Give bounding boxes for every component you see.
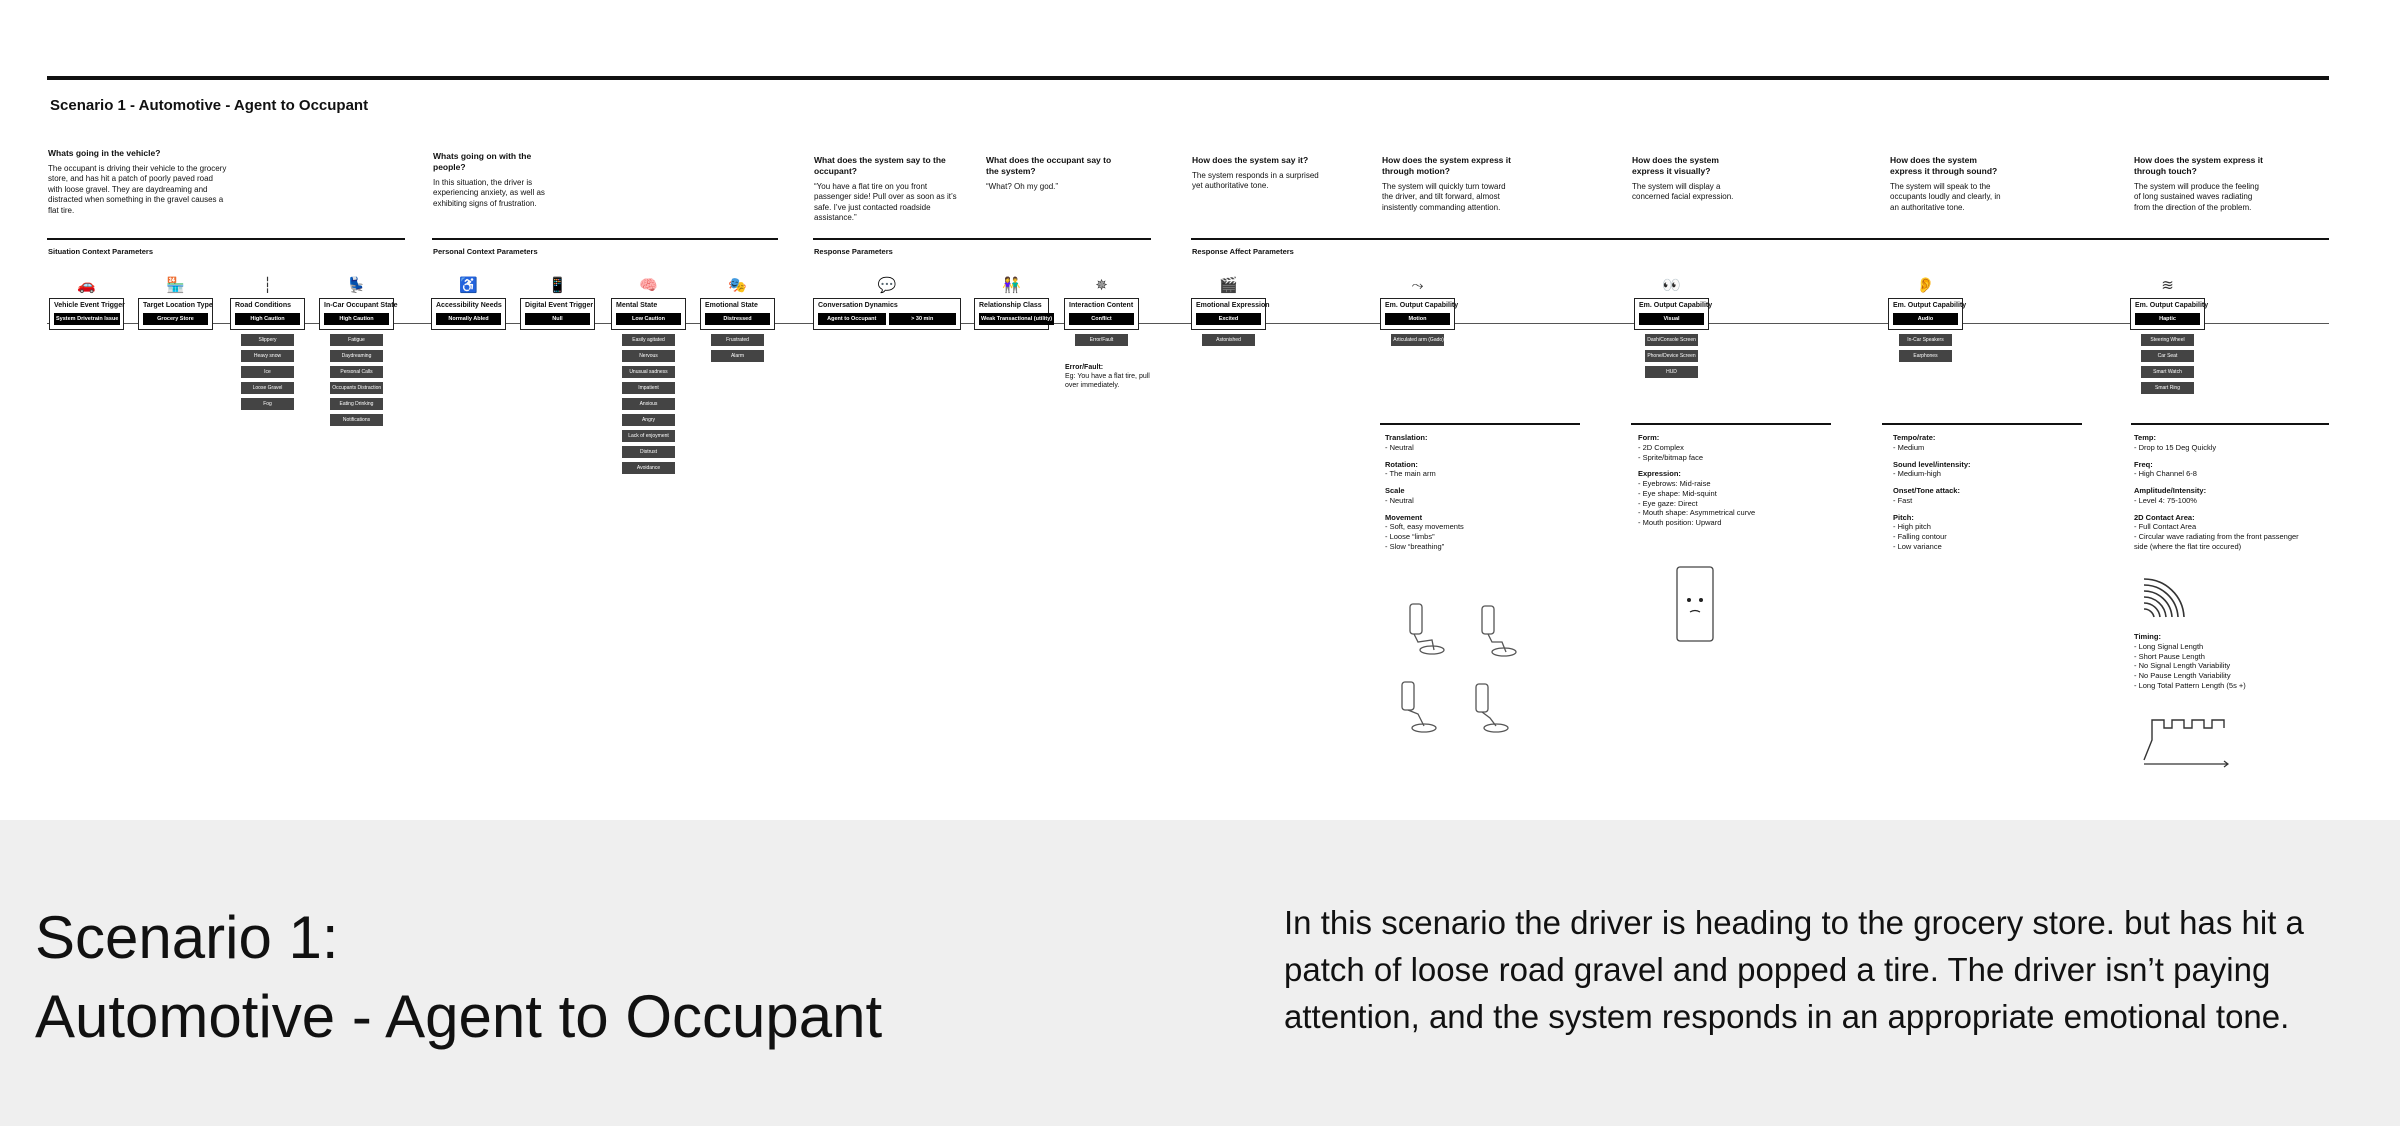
parameter-node: [520, 272, 595, 330]
detail-heading: Freq:: [2134, 459, 2153, 469]
option-chip: Earphones: [1899, 350, 1952, 362]
chat-icon: 💬: [877, 277, 897, 294]
detail-line: - Eyebrows: Mid-raise: [1638, 479, 1711, 488]
scenario-heading: Scenario 1 - Automotive - Agent to Occupant: [50, 97, 369, 114]
option-chip: Fog: [241, 398, 294, 410]
option-chip: Anxious: [622, 398, 675, 410]
detail-line: - Falling contour: [1893, 532, 1947, 541]
details-visual: [1638, 433, 1818, 535]
parameter-box: [2130, 298, 2209, 330]
parameter-node: [431, 272, 506, 330]
option-chip: Astonished: [1202, 334, 1255, 346]
parameter-values: [1196, 313, 1261, 325]
selected-value-pill: High Caution: [324, 313, 389, 325]
detail-line: - The main arm: [1385, 469, 1436, 479]
option-chip: Easily agitated: [622, 334, 675, 346]
detail-heading: Pitch:: [1893, 512, 1914, 522]
details-touch: [2134, 433, 2304, 559]
selected-value-pill: High Caution: [235, 313, 300, 325]
parameter-values: [1893, 313, 1958, 325]
option-chip: Steering Wheel: [2141, 334, 2194, 346]
detail-section: [2134, 632, 2304, 691]
parameter-box: [49, 298, 124, 330]
parameter-title: Em. Output Capability: [1385, 302, 1459, 309]
group-label-response: Response Parameters: [814, 247, 893, 256]
robot-arm-sketches: [1392, 592, 1542, 742]
detail-section: [2134, 486, 2304, 506]
detail-line: - High pitch: [1893, 522, 1931, 532]
detail-line: - No Signal Length Variability: [2134, 661, 2231, 671]
parameter-title: Interaction Content: [1069, 302, 1134, 309]
question-answer: The system will speak to the occupants loudly and clearly, in an authoritative tone.: [1890, 182, 2001, 212]
scenario-summary: In this scenario the driver is heading to the grocery store. but has hit a patch of loose road gravel and popped a tire. The driver isn’t paying attention, and the system responds in an appropriate emotional tone.: [1284, 904, 2304, 1035]
detail-line: - Eye shape: Mid-squint: [1638, 488, 1717, 498]
option-chip: Distrust: [622, 446, 675, 458]
parameter-title: Target Location Type: [143, 302, 213, 309]
selected-value-pill: Low Caution: [616, 313, 681, 325]
top-rule: [47, 76, 2329, 80]
detail-heading: Scale: [1385, 486, 1405, 495]
parameter-box: [700, 298, 775, 330]
parameter-node: [319, 272, 398, 426]
detail-line: - Eye gaze: Direct: [1638, 498, 1698, 508]
option-chip: Articulated arm (Gado): [1391, 334, 1444, 346]
parameter-node: [1888, 272, 1967, 362]
option-chip: Ice: [241, 366, 294, 378]
detail-section: [1385, 486, 1565, 506]
detail-heading: Movement: [1385, 512, 1423, 522]
parameter-options: [2130, 334, 2205, 394]
parameter-node: [974, 272, 1053, 330]
question-label: What does the occupant say to the system?: [986, 155, 1112, 177]
question-answer: The system will produce the feeling of long sustained waves radiating from the direction of the problem.: [2134, 182, 2259, 212]
detail-line: - 2D Complex: [1638, 442, 1684, 452]
selected-value-pill: System Drivetrain Issue: [54, 313, 120, 325]
selected-value-pill: Distressed: [705, 313, 770, 325]
parameter-options: [319, 334, 394, 426]
parameter-box: [813, 298, 961, 330]
parameter-box: [974, 298, 1053, 330]
parameter-title: Em. Output Capability: [1893, 302, 1967, 309]
parameter-title: Em. Output Capability: [1639, 302, 1713, 309]
detail-heading: Translation:: [1385, 433, 1428, 442]
people-icon: 👫: [1002, 277, 1021, 294]
detail-rule-touch: [2131, 423, 2329, 425]
parameter-options: [1888, 334, 1963, 362]
detail-heading: Tempo/rate:: [1893, 433, 1936, 442]
ear-icon: 👂: [1916, 277, 1935, 294]
option-chip: Angry: [622, 414, 675, 426]
parameter-title: Road Conditions: [235, 302, 291, 309]
parameter-title: Emotional State: [705, 302, 758, 309]
detail-line: - Short Pause Length: [2134, 651, 2205, 661]
parameter-title: Emotional Expression: [1196, 302, 1270, 309]
option-chip: HUD: [1645, 366, 1698, 378]
parameter-box: [1064, 298, 1139, 330]
detail-line: - Sprite/bitmap face: [1638, 452, 1704, 462]
option-chip: Unusual sadness: [622, 366, 675, 378]
group-rule-situation: [47, 238, 405, 240]
detail-section: [1893, 460, 2073, 480]
detail-heading: Expression:: [1638, 469, 1681, 479]
parameter-node: [138, 272, 213, 330]
selected-value-pill: Conflict: [1069, 313, 1134, 325]
detail-heading: Amplitude/Intensity:: [2134, 486, 2207, 495]
option-chip: Avoidance: [622, 462, 675, 474]
option-chip: Nervous: [622, 350, 675, 362]
detail-rule-sound: [1882, 423, 2082, 425]
option-chip: Alarm: [711, 350, 764, 362]
detail-heading: Form:: [1638, 433, 1660, 442]
detail-section: [2134, 460, 2304, 480]
question-occupant-say: [986, 155, 1126, 192]
store-icon: 🏪: [166, 277, 185, 294]
parameter-node: [1380, 272, 1459, 346]
selected-value-pill: Agent to Occupant: [818, 313, 886, 325]
robot-arm-sketch: [1402, 604, 1516, 732]
parameter-values: [979, 313, 1053, 325]
option-chip: Frustrated: [711, 334, 764, 346]
question-touch: [2134, 155, 2264, 213]
question-sound: [1890, 155, 2005, 213]
option-chip: Phone/Device Screen: [1645, 350, 1698, 362]
question-label: Whats going on with the people?: [433, 151, 532, 173]
detail-line: - Circular wave radiating from the front passenger side (where the flat tire occured): [2134, 532, 2299, 551]
parameter-options: [1064, 334, 1139, 346]
selected-value-pill: Haptic: [2135, 313, 2200, 325]
detail-heading: Onset/Tone attack:: [1893, 486, 1960, 495]
alert-icon: ✵: [1095, 277, 1108, 294]
detail-line: - No Pause Length Variability: [2134, 671, 2231, 680]
phone-face-sketch: [1674, 564, 1716, 644]
parameter-node: [1634, 272, 1713, 378]
detail-section: [1893, 486, 2073, 506]
question-label: How does the system express it visually?: [1632, 155, 1719, 177]
group-label-situation: Situation Context Parameters: [48, 247, 154, 256]
details-motion: [1385, 433, 1565, 559]
question-answer: “What? Oh my god.”: [986, 182, 1059, 192]
detail-heading: Sound level/intensity:: [1893, 459, 1971, 469]
parameter-values: [705, 313, 770, 325]
detail-section: [1385, 513, 1565, 552]
parameter-title: Relationship Class: [979, 302, 1042, 309]
scenario-title-line1: Scenario 1:: [35, 904, 339, 971]
question-answer: In this situation, the driver is experiencing anxiety, as well as exhibiting signs of frustration.: [433, 178, 545, 208]
details-timing: [2134, 632, 2304, 698]
parameter-node: [700, 272, 775, 362]
selected-value-pill: Visual: [1639, 313, 1704, 325]
detail-line: - Loose “limbs”: [1385, 532, 1435, 541]
parameter-title: Accessibility Needs: [436, 302, 502, 309]
parameter-box: [1191, 298, 1270, 330]
detail-section: [1385, 433, 1565, 453]
waves-icon: ≋: [2161, 277, 2174, 294]
question-answer: The system responds in a surprised yet authoritative tone.: [1192, 171, 1319, 191]
detail-section: [2134, 433, 2304, 453]
detail-rule-visual: [1631, 423, 1831, 425]
question-answer: The system will quickly turn toward the driver, and tilt forward, almost insistently commanding attention.: [1382, 182, 1506, 212]
detail-line: - Neutral: [1385, 495, 1414, 505]
question-label: How does the system express it through touch?: [2134, 155, 2263, 177]
parameter-options: [1380, 334, 1455, 346]
detail-rule-motion: [1380, 423, 1580, 425]
bottom-panel: [0, 820, 2400, 1126]
brain-icon: 🧠: [639, 277, 658, 294]
detail-line: - Medium: [1893, 442, 1925, 452]
question-answer: The system will display a concerned facial expression.: [1632, 182, 1734, 202]
option-chip: Smart Ring: [2141, 382, 2194, 394]
detail-line: - Mouth position: Upward: [1638, 518, 1722, 527]
parameter-options: [700, 334, 775, 362]
question-label: How does the system express it through sound?: [1890, 155, 1998, 177]
selected-value-pill: Motion: [1385, 313, 1450, 325]
eyes-icon: 👀: [1662, 277, 1681, 294]
parameter-node: [813, 272, 961, 330]
question-system-say: [814, 155, 964, 224]
detail-line: - Long Total Pattern Length (5s +): [2134, 680, 2246, 690]
parameter-values: [436, 313, 501, 325]
question-motion: [1382, 155, 1512, 213]
error-note: [1065, 364, 1155, 390]
group-label-personal: Personal Context Parameters: [433, 247, 538, 256]
parameter-values: [143, 313, 208, 325]
parameter-values: [616, 313, 681, 325]
wave-pattern-sketch: [2140, 573, 2190, 619]
detail-line: - Low variance: [1893, 541, 1942, 551]
detail-section: [1385, 460, 1565, 480]
parameter-title: Mental State: [616, 302, 658, 309]
parameter-options: [611, 334, 686, 474]
detail-section: [1893, 513, 2073, 552]
option-chip: Dash/Console Screen: [1645, 334, 1698, 346]
detail-line: - Drop to 15 Deg Quickly: [2134, 442, 2217, 452]
parameter-node: [611, 272, 686, 474]
selected-value-pill: Audio: [1893, 313, 1958, 325]
question-answer: The occupant is driving their vehicle to the grocery store, and has hit a patch of poorly paved road with loose gravel. They are daydreaming and distracted when something in the gravel causes a flat tire.: [48, 164, 227, 215]
option-chip: Notifications: [330, 414, 383, 426]
question-label: What does the system say to the occupant?: [814, 155, 946, 177]
detail-heading: Timing:: [2134, 632, 2161, 641]
option-chip: Loose Gravel: [241, 382, 294, 394]
detail-line: - Mouth shape: Asymmetrical curve: [1638, 508, 1756, 518]
option-chip: Eating Drinking: [330, 398, 383, 410]
error-note-text: Eg: You have a flat tire, pull over immediately.: [1065, 372, 1150, 389]
detail-line: - High Channel 6-8: [2134, 469, 2197, 479]
option-chip: Smart Watch: [2141, 366, 2194, 378]
phone-icon: 📱: [548, 277, 567, 294]
question-vehicle: [48, 148, 228, 216]
parameter-box: [1888, 298, 1967, 330]
parameter-box: [319, 298, 398, 330]
question-people: [433, 151, 553, 209]
detail-heading: Rotation:: [1385, 459, 1418, 469]
question-label: How does the system say it?: [1192, 155, 1309, 165]
selected-value-pill: Null: [525, 313, 590, 325]
question-label: How does the system express it through motion?: [1382, 155, 1511, 177]
detail-line: - Medium-high: [1893, 469, 1941, 479]
parameter-values: [1069, 313, 1134, 325]
parameter-values: [1385, 313, 1450, 325]
question-how-say: [1192, 155, 1322, 192]
question-visually: [1632, 155, 1742, 203]
parameter-options: [1634, 334, 1709, 378]
parameter-node: [1064, 272, 1139, 346]
question-answer: “You have a flat tire on you front passenger side! Pull over as soon as it’s safe. I’ve just contacted roadside assistance.”: [814, 182, 957, 223]
detail-heading: 2D Contact Area:: [2134, 512, 2195, 522]
parameter-values: [1639, 313, 1704, 325]
parameter-box: [1380, 298, 1459, 330]
detail-heading: Temp:: [2134, 433, 2156, 442]
question-label: Whats going in the vehicle?: [48, 148, 161, 158]
option-chip: Daydreaming: [330, 350, 383, 362]
detail-line: - Soft, easy movements: [1385, 522, 1464, 532]
detail-section: [1893, 433, 2073, 453]
detail-section: [1638, 433, 1818, 462]
option-chip: Impatient: [622, 382, 675, 394]
parameter-title: Vehicle Event Trigger: [54, 302, 125, 309]
seat-icon: 💺: [347, 277, 366, 294]
selected-value-pill: Normally Abled: [436, 313, 501, 325]
option-chip: In-Car Speakers: [1899, 334, 1952, 346]
parameter-values: [54, 313, 119, 325]
option-chip: Car Seat: [2141, 350, 2194, 362]
option-chip: Fatigue: [330, 334, 383, 346]
car-icon: 🚗: [77, 277, 96, 294]
parameter-title: Conversation Dynamics: [818, 302, 898, 309]
selected-value-pill: Grocery Store: [143, 313, 208, 325]
parameter-values: [324, 313, 389, 325]
timing-waveform-sketch: [2138, 710, 2238, 770]
parameter-node: [230, 272, 305, 410]
detail-section: [2134, 513, 2304, 552]
parameter-title: Em. Output Capability: [2135, 302, 2209, 309]
group-label-affect: Response Affect Parameters: [1192, 247, 1294, 256]
selected-value-pill: Excited: [1196, 313, 1261, 325]
parameter-node: [2130, 272, 2209, 394]
parameter-box: [138, 298, 213, 330]
details-sound: [1893, 433, 2073, 559]
detail-line: - Level 4: 75-100%: [2134, 495, 2197, 505]
parameter-options: [230, 334, 305, 410]
parameter-node: [1191, 272, 1270, 346]
selected-value-pill: Weak Transactional (utility): [979, 313, 1054, 325]
option-chip: Occupants Distraction: [330, 382, 383, 394]
wheelchair-icon: ♿: [459, 277, 478, 294]
group-rule-affect: [1191, 238, 2329, 240]
option-chip: Personal Calls: [330, 366, 383, 378]
parameter-title: In-Car Occupant State: [324, 302, 398, 309]
selected-value-pill: > 30 min: [889, 313, 957, 325]
parameter-values: [2135, 313, 2200, 325]
road-icon: ┆: [262, 277, 273, 294]
group-rule-response: [813, 238, 1151, 240]
parameter-node: [49, 272, 124, 330]
parameter-box: [230, 298, 305, 330]
detail-line: - Full Contact Area: [2134, 522, 2197, 532]
group-rule-personal: [432, 238, 778, 240]
parameter-box: [431, 298, 506, 330]
option-chip: Slippery: [241, 334, 294, 346]
detail-line: - Fast: [1893, 495, 1913, 505]
clapper-icon: 🎬: [1219, 277, 1238, 294]
detail-line: - Long Signal Length: [2134, 641, 2204, 651]
option-chip: Heavy snow: [241, 350, 294, 362]
parameter-box: [611, 298, 686, 330]
parameter-title: Digital Event Trigger: [525, 302, 594, 309]
motion-icon: ⤳: [1411, 276, 1424, 294]
detail-line: - Neutral: [1385, 442, 1414, 452]
parameter-box: [1634, 298, 1713, 330]
error-note-label: Error/Fault:: [1065, 364, 1104, 371]
detail-section: [1638, 469, 1818, 528]
option-chip: Error/Fault: [1075, 334, 1128, 346]
parameter-options: [1191, 334, 1266, 346]
faces-icon: 🎭: [728, 277, 747, 294]
parameter-box: [520, 298, 595, 330]
parameter-values: [818, 313, 956, 325]
scenario-title: [35, 898, 882, 1056]
detail-line: - Slow “breathing”: [1385, 541, 1445, 551]
scenario-title-line2: Automotive - Agent to Occupant: [35, 983, 883, 1051]
parameter-values: [235, 313, 300, 325]
option-chip: Lack of enjoyment: [622, 430, 675, 442]
parameter-values: [525, 313, 590, 325]
